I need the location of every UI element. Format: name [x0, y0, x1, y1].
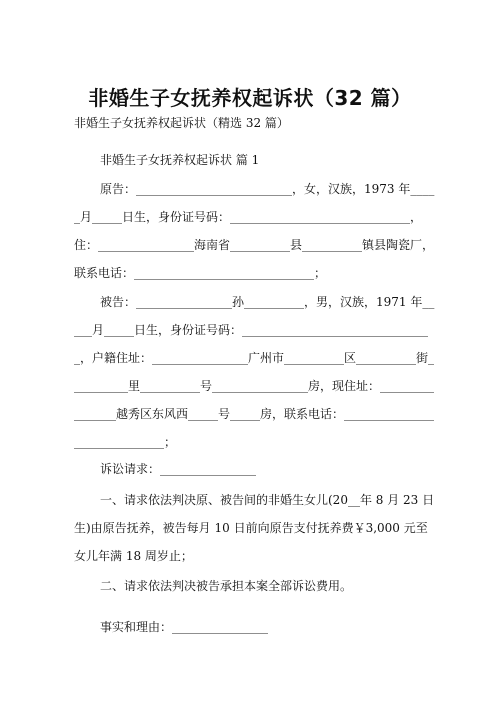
facts-heading — [74, 613, 438, 641]
document-title: 非婚生子女抚养权起诉状（32 篇） — [88, 86, 412, 110]
plaintiff-text: 原告：__________________________，女，汉族，1973 年_____月_____日生，身份证号码：______________________________，住：________________海南省__________县__________镇县陶瓷厂，联系电话：______________________________； — [74, 182, 435, 280]
claim-one-paragraph — [74, 486, 438, 570]
section-heading: 非婚生子女抚养权起诉状 篇 1 — [100, 153, 260, 167]
defendant-paragraph — [74, 288, 438, 456]
facts-heading-text: 事实和理由：________________ — [100, 620, 269, 634]
claims-heading — [74, 455, 438, 483]
claim-one-text: 一、请求依法判决原、被告间的非婚生女儿(20__年 8 月 23 日生)由原告抚养，被告每月 10 日前向原告支付抚养费￥3,000 元至女儿年满 18 周岁止； — [74, 493, 435, 563]
claim-two-paragraph — [74, 572, 438, 600]
claim-two-text: 二、请求依法判决被告承担本案全部诉讼费用。 — [100, 579, 353, 593]
defendant-text: 被告：________________孙__________，男，汉族，1971 年_____月_____日生，身份证号码：________________________________，户籍住址：________________广州市__________区__________街__________里__________号________________房，现住址：________________越秀区东风西_____号_____房，联系电话：______________________________； — [74, 295, 435, 449]
plaintiff-paragraph — [74, 175, 438, 287]
document-subtitle: 非婚生子女抚养权起诉状（精选 32 篇） — [74, 116, 289, 130]
claims-heading-text: 诉讼请求：________________ — [100, 462, 257, 476]
